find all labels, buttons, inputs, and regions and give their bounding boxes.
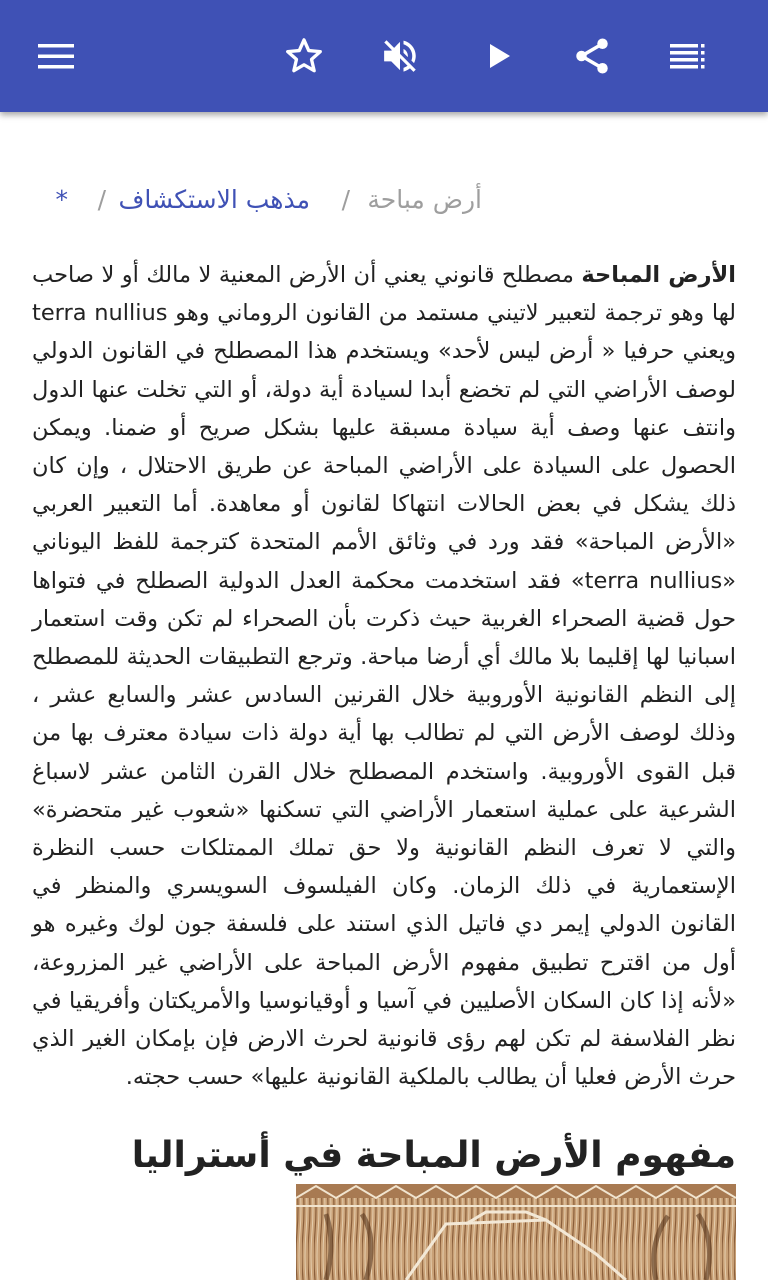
section-image[interactable] bbox=[296, 1184, 736, 1280]
play-button[interactable] bbox=[470, 28, 526, 84]
mute-button[interactable] bbox=[372, 28, 428, 84]
table-of-contents-button[interactable] bbox=[660, 28, 716, 84]
section-heading: مفهوم الأرض المباحة في أستراليا bbox=[131, 1135, 736, 1176]
volume-off-icon bbox=[379, 35, 421, 77]
share-button[interactable] bbox=[564, 28, 620, 84]
breadcrumb bbox=[0, 178, 768, 222]
bark-painting-image bbox=[296, 1184, 736, 1280]
breadcrumb-home[interactable]: * bbox=[55, 185, 68, 214]
bookmark-star-button[interactable] bbox=[276, 28, 332, 84]
menu-icon bbox=[36, 40, 76, 72]
article-paragraph bbox=[32, 256, 736, 1096]
app-toolbar bbox=[0, 0, 768, 112]
play-icon bbox=[482, 40, 514, 72]
breadcrumb-separator: / bbox=[97, 185, 106, 214]
article-body bbox=[32, 256, 736, 1096]
breadcrumb-current: أرض مباحة bbox=[367, 185, 482, 214]
menu-button[interactable] bbox=[28, 28, 84, 84]
star-icon bbox=[283, 35, 325, 77]
article-lead-term: الأرض المباحة bbox=[581, 262, 736, 288]
article-text: مصطلح قانوني يعني أن الأرض المعنية لا مالك أو لا صاحب لها وهو ترجمة لتعبير لاتيني مستمد من القانون الروماني وهو terra nullius ويعني حرفيا « أرض ليس لأحد» ويستخدم هذا المصطلح في القانون الدولي لوصف الأراضي التي لم تخضع أبدا لسيادة أية دولة، أو التي تخلت عنها الدول وانتف عنها وصف أية سيادة مسبقة عليها بشكل صريح أو ضمنا. ويمكن الحصول على السيادة على الأراضي المباحة عن طريق الاحتلال ، وإن كان ذلك يشكل في بعض الحالات انتهاكا لقانون أو معاهدة. أما التعبير العربي «الأرض المباحة» فقد ورد في وثائق الأمم المتحدة كترجمة للفظ اليوناني «terra nullius» فقد استخدمت محكمة العدل الدولية الصطلح في فتواها حول قضية الصحراء الغربية حيث ذكرت بأن الصحراء لم تكن وقت استعمار اسبانيا لها إقليما بلا مالك أي أرضا مباحة. وترجع التطبيقات الحديثة للمصطلح إلى النظم القانونية الأوروبية خلال القرنين السادس عشر والسابع عشر ، وذلك لوصف الأرض التي لم تطالب بها أية دولة ذات سيادة معترف بها من قبل القوى الأوروبية. واستخدم المصطلح خلال القرن الثامن عشر لاسباغ الشرعية على عملية استعمار الأراضي التي تسكنها «شعوب غير متحضرة» والتي لا تعرف النظم القانونية ولا حق تملك الممتلكات حسب النظرة الإستعمارية في ذلك الزمان. وكان الفيلسوف السويسري والمنظر في القانون الدولي إيمر دي فاتيل الذي استند على فلسفة جون لوك وغيره هو أول من اقترح تطبيق مفهوم الأرض المباحة على الأراضي غير المزروعة، «لأنه إذا كان السكان الأصليين في آسيا و أوقيانوسيا والأمريكتان وأفريقيا في نظر الفلاسفة لم تكن لهم رؤى قانونية لحرث الارض فإن بإمكان الغير الذي حرث الأرض فعليا أن يطالب بالملكية القانونية عليها» حسب حجته. bbox=[32, 262, 737, 1091]
breadcrumb-link-discovery-doctrine[interactable]: مذهب الاستكشاف bbox=[118, 185, 310, 214]
share-icon bbox=[571, 35, 613, 77]
breadcrumb-separator: / bbox=[341, 185, 350, 214]
toc-icon bbox=[668, 40, 708, 72]
